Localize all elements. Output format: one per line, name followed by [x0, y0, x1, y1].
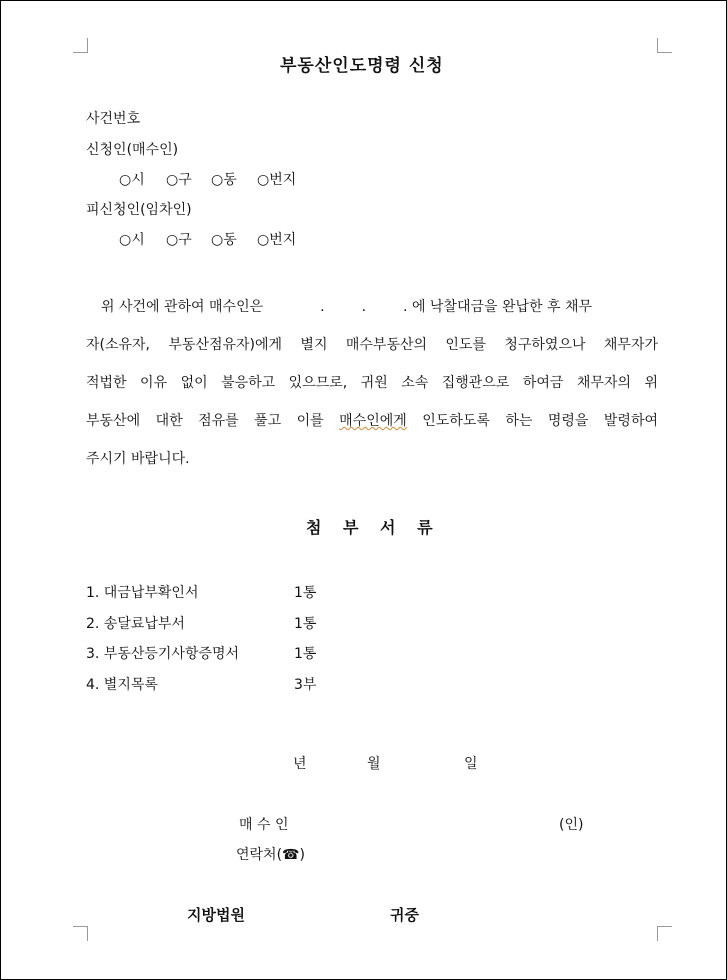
case-number-label: 사건번호 [86, 111, 141, 127]
contact-label: 연락처(☎) [236, 847, 305, 863]
document-title: 부동산인도명령 신청 [280, 56, 444, 76]
address-dong: ○동 [211, 172, 237, 188]
date-day-label: 일 [464, 756, 478, 772]
attachments-title: 첨 부 서 류 [306, 518, 434, 537]
address-lot: ○번지 [257, 172, 297, 188]
crop-mark-top-left [73, 38, 88, 53]
court-label: 지방법원 [187, 906, 245, 924]
attachment-item: 2. 송달료납부서 1통 [86, 616, 317, 632]
crop-mark-top-right [657, 38, 672, 53]
buyer-label: 매 수 인 [239, 817, 289, 833]
address-lot: ○번지 [257, 232, 297, 248]
respondent-address [119, 229, 296, 249]
date-month-label: 월 [367, 756, 381, 772]
crop-mark-bottom-right [657, 926, 672, 941]
body-line-1: 위 사건에 관하여 매수인은 . . . 에 낙찰대금을 완납한 후 채무 [101, 299, 593, 315]
court-suffix: 귀중 [390, 906, 419, 924]
applicant-address [119, 169, 296, 189]
address-dong: ○동 [211, 232, 237, 248]
body-line-3: 적법한 이유 없이 불응하고 있으므로, 귀원 소속 집행관으로 하여금 채무자의 위 [86, 375, 658, 391]
spellcheck-underline: 매수인에게 [339, 413, 407, 429]
body-line-4: 부동산에 대한 점유를 풀고 이를 매수인에게 인도하도록 하는 명령을 발령하여 [86, 413, 658, 429]
seal-label: (인) [559, 817, 584, 833]
respondent-label: 피신청인(임차인) [86, 202, 192, 218]
address-district: ○구 [166, 172, 192, 188]
attachment-item: 4. 별지목록 3부 [86, 677, 317, 693]
address-district: ○구 [166, 232, 192, 248]
applicant-label: 신청인(매수인) [86, 142, 179, 158]
crop-mark-bottom-left [73, 926, 88, 941]
attachment-item: 3. 부동산등기사항증명서 1통 [86, 646, 317, 662]
body-line-5: 주시기 바랍니다. [86, 451, 190, 467]
date-year-label: 년 [293, 756, 307, 772]
address-city: ○시 [119, 232, 145, 248]
address-city: ○시 [119, 172, 145, 188]
request-body [86, 288, 658, 478]
attachment-item: 1. 대금납부확인서 1통 [86, 585, 317, 601]
body-line-2: 자(소유자, 부동산점유자)에게 별지 매수부동산의 인도를 청구하였으나 채무자가 [86, 337, 658, 353]
